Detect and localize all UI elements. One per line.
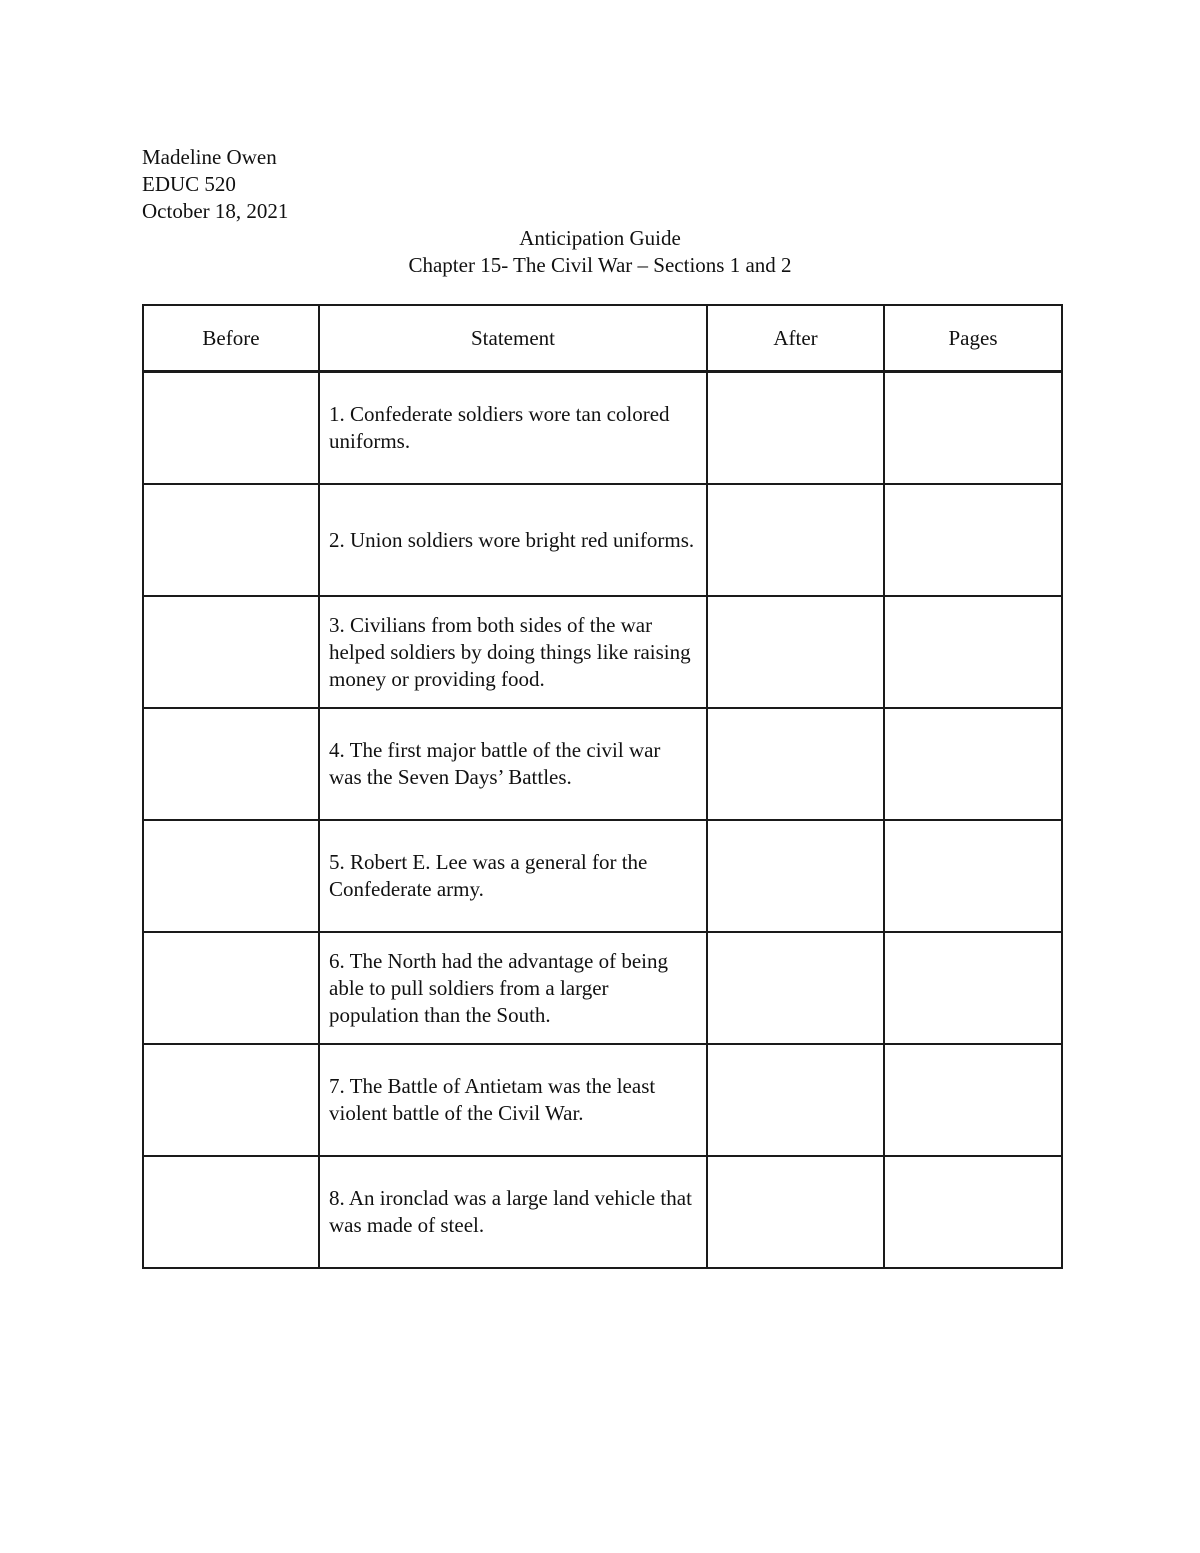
statement-cell (319, 372, 707, 485)
statement-cell (319, 1156, 707, 1268)
column-header-pages: Pages (884, 305, 1062, 372)
statement-cell (319, 932, 707, 1044)
pages-cell[interactable] (884, 484, 1062, 596)
pages-cell[interactable] (884, 596, 1062, 708)
table-row (143, 932, 1062, 1044)
statement-cell (319, 596, 707, 708)
table-row (143, 372, 1062, 485)
pages-cell[interactable] (884, 1156, 1062, 1268)
table-row (143, 708, 1062, 820)
page-subtitle: Chapter 15- The Civil War – Sections 1 and 2 (408, 253, 792, 277)
statement-text: 2. Union soldiers wore bright red uniforms. (329, 527, 695, 552)
statement-cell (319, 820, 707, 932)
document-title (0, 225, 1200, 279)
table-row (143, 1044, 1062, 1156)
before-cell[interactable] (143, 1044, 319, 1156)
column-header-before: Before (143, 305, 319, 372)
statement-text: 8. An ironclad was a large land vehicle that was made of steel. (329, 1186, 692, 1237)
table-row (143, 484, 1062, 596)
pages-cell[interactable] (884, 820, 1062, 932)
after-cell[interactable] (707, 1044, 884, 1156)
statement-text: 4. The first major battle of the civil war was the Seven Days’ Battles. (329, 738, 661, 789)
before-cell[interactable] (143, 708, 319, 820)
table-row (143, 1156, 1062, 1268)
statement-text: 7. The Battle of Antietam was the least violent battle of the Civil War. (329, 1074, 656, 1125)
table-header-row (143, 305, 1062, 372)
table-row (143, 820, 1062, 932)
statement-text: 6. The North had the advantage of being able to pull soldiers from a larger population than the South. (329, 948, 669, 1027)
before-cell[interactable] (143, 372, 319, 485)
statement-text: 1. Confederate soldiers wore tan colored uniforms. (329, 402, 670, 453)
after-cell[interactable] (707, 708, 884, 820)
column-header-statement: Statement (319, 305, 707, 372)
after-cell[interactable] (707, 372, 884, 485)
statement-text: 5. Robert E. Lee was a general for the Confederate army. (329, 850, 648, 901)
pages-cell[interactable] (884, 1044, 1062, 1156)
after-cell[interactable] (707, 932, 884, 1044)
author-header (142, 144, 288, 225)
before-cell[interactable] (143, 484, 319, 596)
document-date: October 18, 2021 (142, 199, 289, 223)
before-cell[interactable] (143, 596, 319, 708)
before-cell[interactable] (143, 932, 319, 1044)
before-cell[interactable] (143, 1156, 319, 1268)
pages-cell[interactable] (884, 708, 1062, 820)
table-body (143, 372, 1062, 1269)
after-cell[interactable] (707, 1156, 884, 1268)
after-cell[interactable] (707, 820, 884, 932)
before-cell[interactable] (143, 820, 319, 932)
statement-cell (319, 708, 707, 820)
pages-cell[interactable] (884, 932, 1062, 1044)
table-row (143, 596, 1062, 708)
statement-cell (319, 1044, 707, 1156)
page-title: Anticipation Guide (519, 226, 681, 250)
author-name: Madeline Owen (142, 145, 277, 169)
pages-cell[interactable] (884, 372, 1062, 485)
course-code: EDUC 520 (142, 172, 236, 196)
anticipation-guide-table (142, 304, 1063, 1269)
after-cell[interactable] (707, 484, 884, 596)
after-cell[interactable] (707, 596, 884, 708)
statement-cell (319, 484, 707, 596)
column-header-after: After (707, 305, 884, 372)
statement-text: 3. Civilians from both sides of the war helped soldiers by doing things like raising money or providing food. (329, 612, 691, 691)
